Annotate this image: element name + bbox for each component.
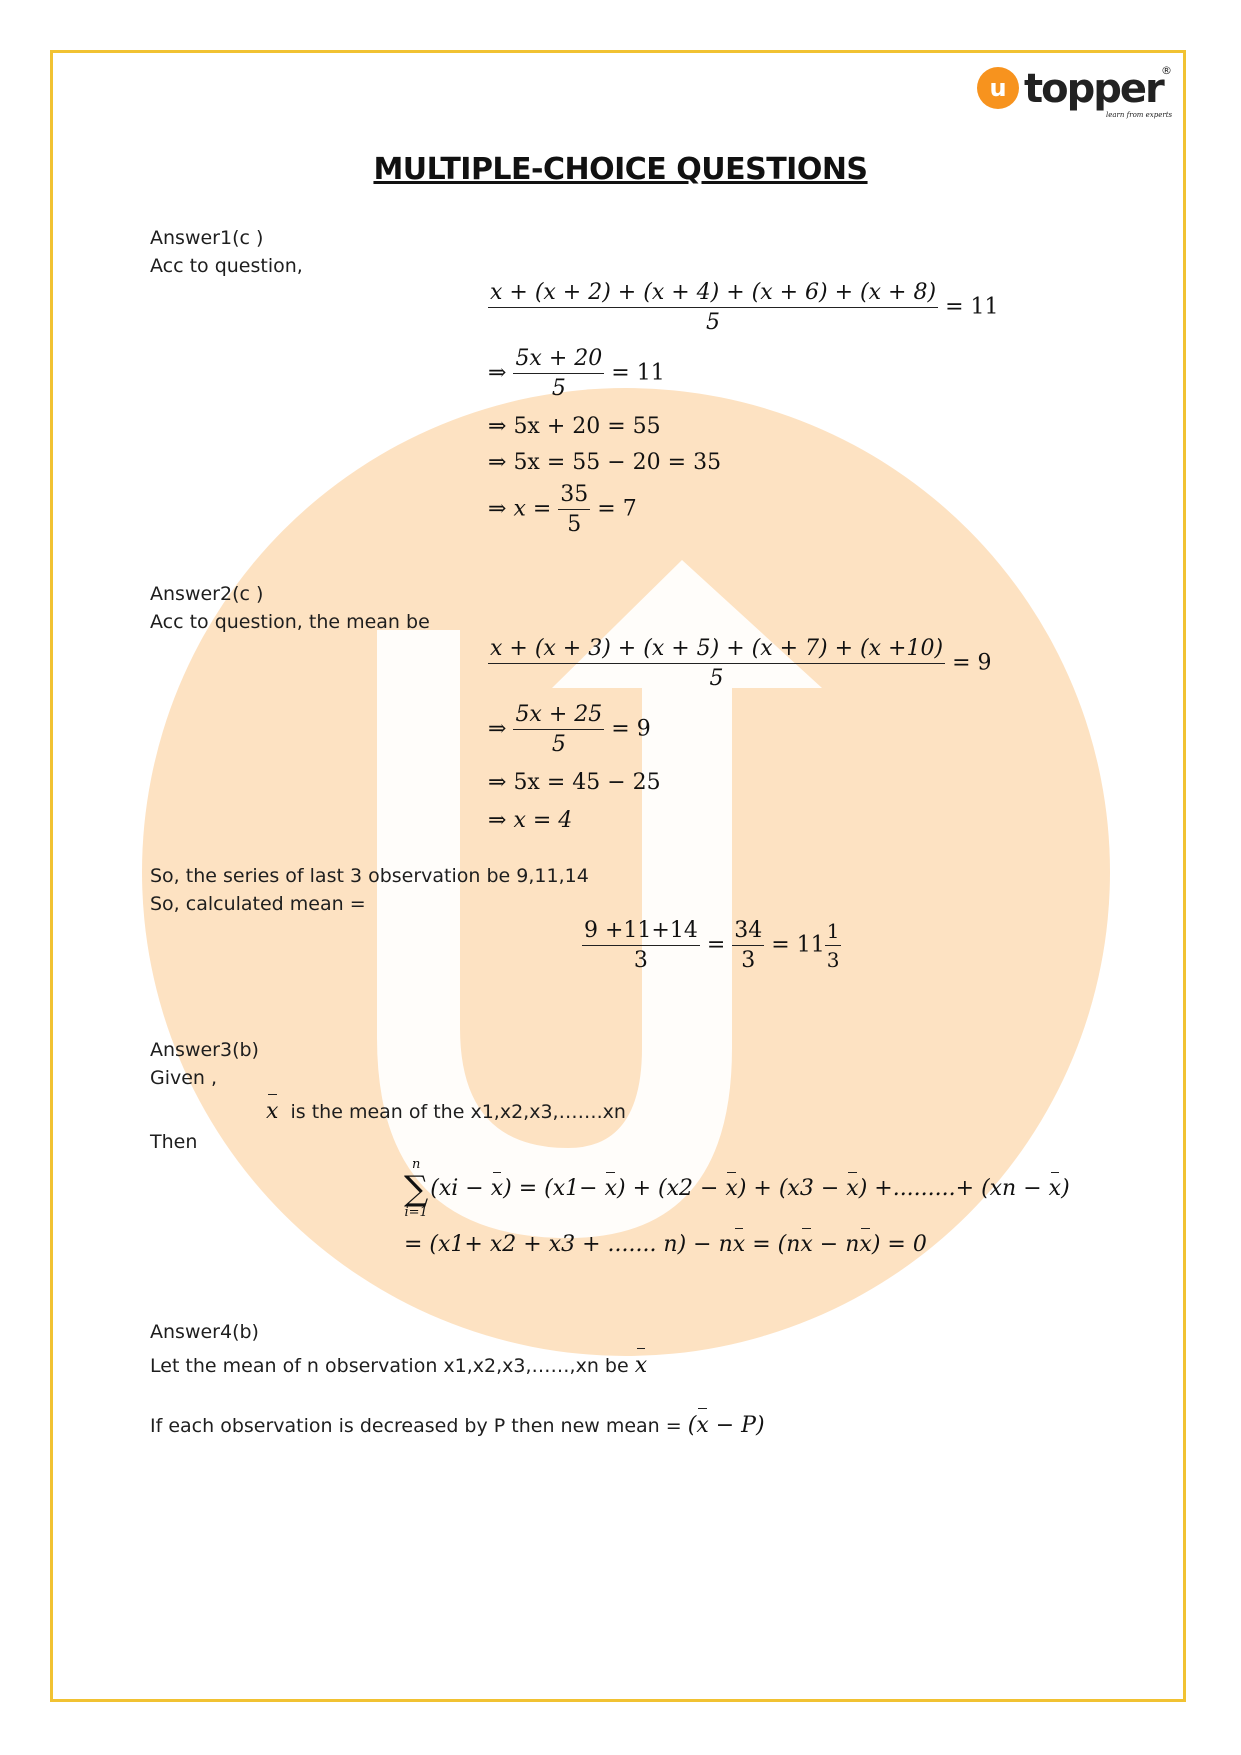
svg-text:learn from experts: learn from experts: [1106, 111, 1172, 119]
a2-eq1: $\frac{x + (x + 3) + (x + 5) + (x + 7) + (x +10)}{5}$ = 9: [490, 636, 992, 691]
answer3-given: Given ,: [150, 1067, 218, 1089]
topper-logo-mark: [976, 62, 1172, 124]
brand-logo: [976, 62, 1172, 124]
svg-text:u: u: [989, 74, 1007, 102]
answer3-heading: Answer3(b): [150, 1039, 259, 1061]
svg-text:®: ®: [1161, 64, 1172, 77]
a3-result-eq: = (x1+ x2 + x3 + ....... n) − nx = (nx − nx) = 0: [404, 1232, 927, 1257]
a1-eq1: $\frac{x + (x + 2) + (x + 4) + (x + 6) + (x + 8)}{5}$ = 11: [490, 280, 999, 335]
a4-line1: Let the mean of n observation x1,x2,x3,……,xn be x: [150, 1353, 648, 1378]
svg-text:topper: topper: [1024, 66, 1163, 112]
a3-sum-eq: n ∑ i=1(xi − x) = (x1− x) + (x2 − x) + (x3 − x) +.........+ (xn − x): [404, 1157, 1070, 1220]
answer2-intro: Acc to question, the mean be: [150, 611, 430, 633]
a2-eq3: ⇒ 5x = 45 − 25: [488, 770, 661, 795]
a2-mean-eq: $\frac{9 +11+14}{3}$ = $\frac{34}{3}$ = 11 $\frac{1}{3}$: [584, 918, 840, 973]
answer4-heading: Answer4(b): [150, 1321, 259, 1343]
a4-line2: If each observation is decreased by P then new mean = (x − P): [150, 1413, 765, 1438]
answer3-then: Then: [150, 1131, 198, 1153]
answer1-intro: Acc to question,: [150, 255, 303, 277]
a1-eq4: ⇒ 5x = 55 − 20 = 35: [488, 450, 722, 475]
answer2-heading: Answer2(c ): [150, 583, 264, 605]
a2-eq4: ⇒ x = 4: [488, 808, 573, 833]
page-title: MULTIPLE-CHOICE QUESTIONS: [373, 152, 868, 187]
a2-series-text: So, the series of last 3 observation be 9,11,14: [150, 865, 589, 887]
a2-eq2: ⇒ $\frac{5x + 25}{5}$ = 9: [488, 702, 651, 757]
a3-mean-line: x is the mean of the x1,x2,x3,…….xn: [266, 1099, 626, 1124]
a1-eq5: ⇒ x = $\frac{35}{5}$ = 7: [488, 482, 637, 537]
a1-eq2: ⇒ $\frac{5x + 20}{5}$ = 11: [488, 346, 665, 401]
a2-calc-text: So, calculated mean =: [150, 893, 366, 915]
a1-eq3: ⇒ 5x + 20 = 55: [488, 414, 661, 439]
answer1-heading: Answer1(c ): [150, 227, 264, 249]
